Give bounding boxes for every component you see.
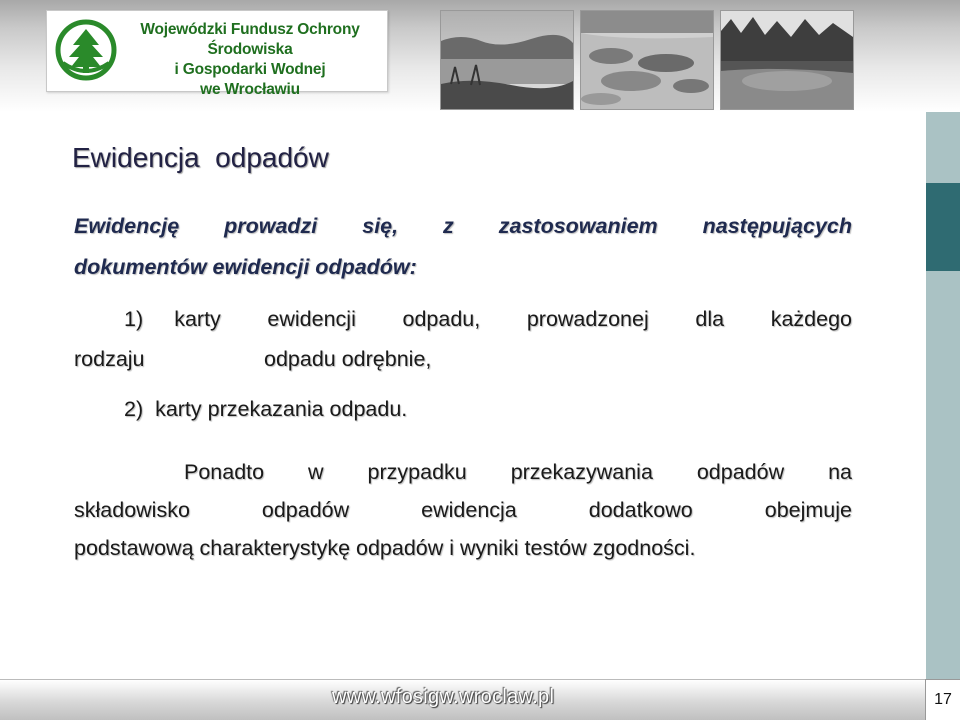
slide-title: Ewidencja odpadów <box>72 142 329 173</box>
footer-bar <box>0 679 926 720</box>
header-band <box>0 0 960 112</box>
side-accent-block <box>926 183 960 271</box>
intro-line-2: dokumentów ewidencji odpadów: <box>74 255 417 279</box>
logo-line: Wojewódzki Fundusz Ochrony Środowiska <box>140 21 360 58</box>
logo-line: we Wrocławiu <box>200 81 300 98</box>
list-item-1-cont-b: odpadu odrębnie, <box>264 347 432 371</box>
paragraph-line-3: podstawową charakterystykę odpadów i wyniki testów zgodności. <box>74 536 696 560</box>
list-item-1-cont-a: rodzaju <box>74 347 145 371</box>
intro-line-1: Ewidencję prowadzi się, z zastosowaniem następujących <box>74 214 852 238</box>
lake-photo <box>440 10 574 110</box>
wfosigw-logo <box>46 10 388 98</box>
paragraph-line-1: Ponadto w przypadku przekazywania odpadów na <box>184 460 852 484</box>
forest-lake-photo <box>720 10 854 110</box>
logo-text <box>119 20 381 100</box>
list-item-1: 1) karty ewidencji odpadu, prowadzonej dla każdego <box>124 307 852 331</box>
list-item-2: 2) karty przekazania odpadu. <box>124 397 408 421</box>
page-number: 17 <box>925 679 960 720</box>
paragraph-line-2: składowisko odpadów ewidencja dodatkowo obejmuje <box>74 498 852 522</box>
islands-aerial-photo <box>580 10 714 110</box>
tree-emblem-icon <box>55 19 117 81</box>
logo-line: i Gospodarki Wodnej <box>174 61 326 78</box>
footer-url: www.wfosigw.wroclaw.pl <box>332 686 555 708</box>
